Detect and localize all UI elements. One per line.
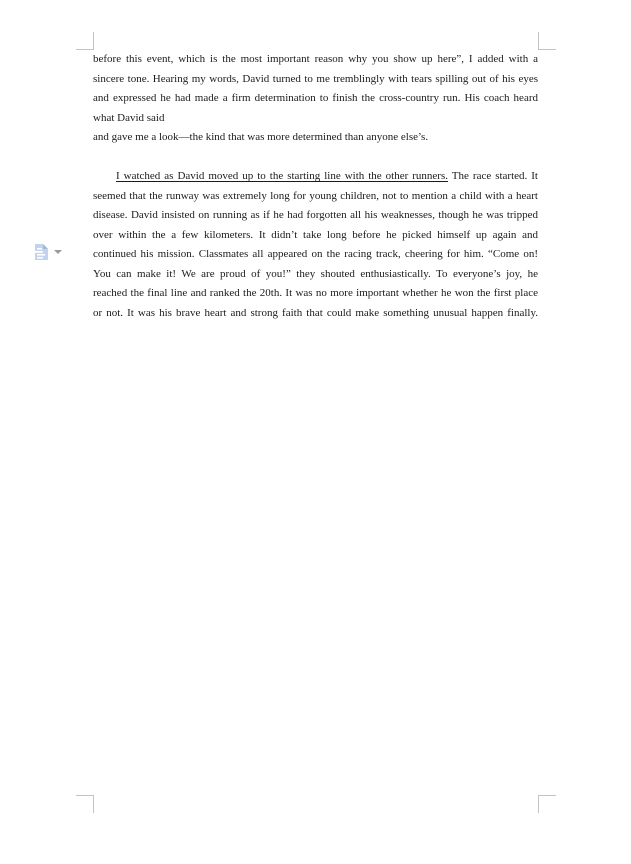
text-line: what David said <box>93 111 165 124</box>
margin-crop-mark-top-left <box>76 32 94 50</box>
text-line: and expressed he had made a firm determination to finish the cross-country run. His coach heard <box>93 92 538 104</box>
paste-options-button[interactable] <box>34 243 62 261</box>
blank-line <box>93 148 538 168</box>
paste-options-document-icon <box>34 243 49 261</box>
margin-crop-mark-bottom-left <box>76 795 94 813</box>
text-line: sincere tone. Hearing my words, David turned to me tremblingly with tears spilling out of his eyes <box>93 72 538 85</box>
document-text-area[interactable] <box>93 50 538 323</box>
text-line: You can make it! We are proud of you!” they shouted enthusiastically. To everyone’s joy, he <box>93 267 538 280</box>
text-line: seemed that the runway was extremely long for young children, not to mention a child with a heart <box>93 189 538 202</box>
text-line: and gave me a look—the kind that was more determined than anyone else’s. <box>93 131 429 143</box>
margin-crop-mark-bottom-right <box>538 795 556 813</box>
text-line: reached the final line and ranked the 20th. It was no more important whether he won the first place <box>93 287 538 299</box>
text-line: continued his mission. Classmates all appeared on the racing track, cheering for him. “Come on! <box>93 248 538 260</box>
text-line <box>93 167 538 187</box>
text-line: or not. It was his brave heart and strong faith that could make something unusual happen finally. <box>93 306 538 319</box>
text-line: over within the a few kilometers. It didn’t take long before he picked himself up again and <box>93 228 538 241</box>
underlined-sentence: I watched as David moved up to the starting line with the other runners. <box>116 170 449 182</box>
margin-crop-mark-top-right <box>538 32 556 50</box>
text-line: before this event, which is the most important reason why you show up here”, I added with a <box>93 53 538 65</box>
text-line: disease. David insisted on running as if he had forgotten all his weaknesses, though he was tripped <box>93 209 538 221</box>
text-segment: The race started. It <box>448 170 538 182</box>
chevron-down-icon[interactable] <box>54 250 62 254</box>
